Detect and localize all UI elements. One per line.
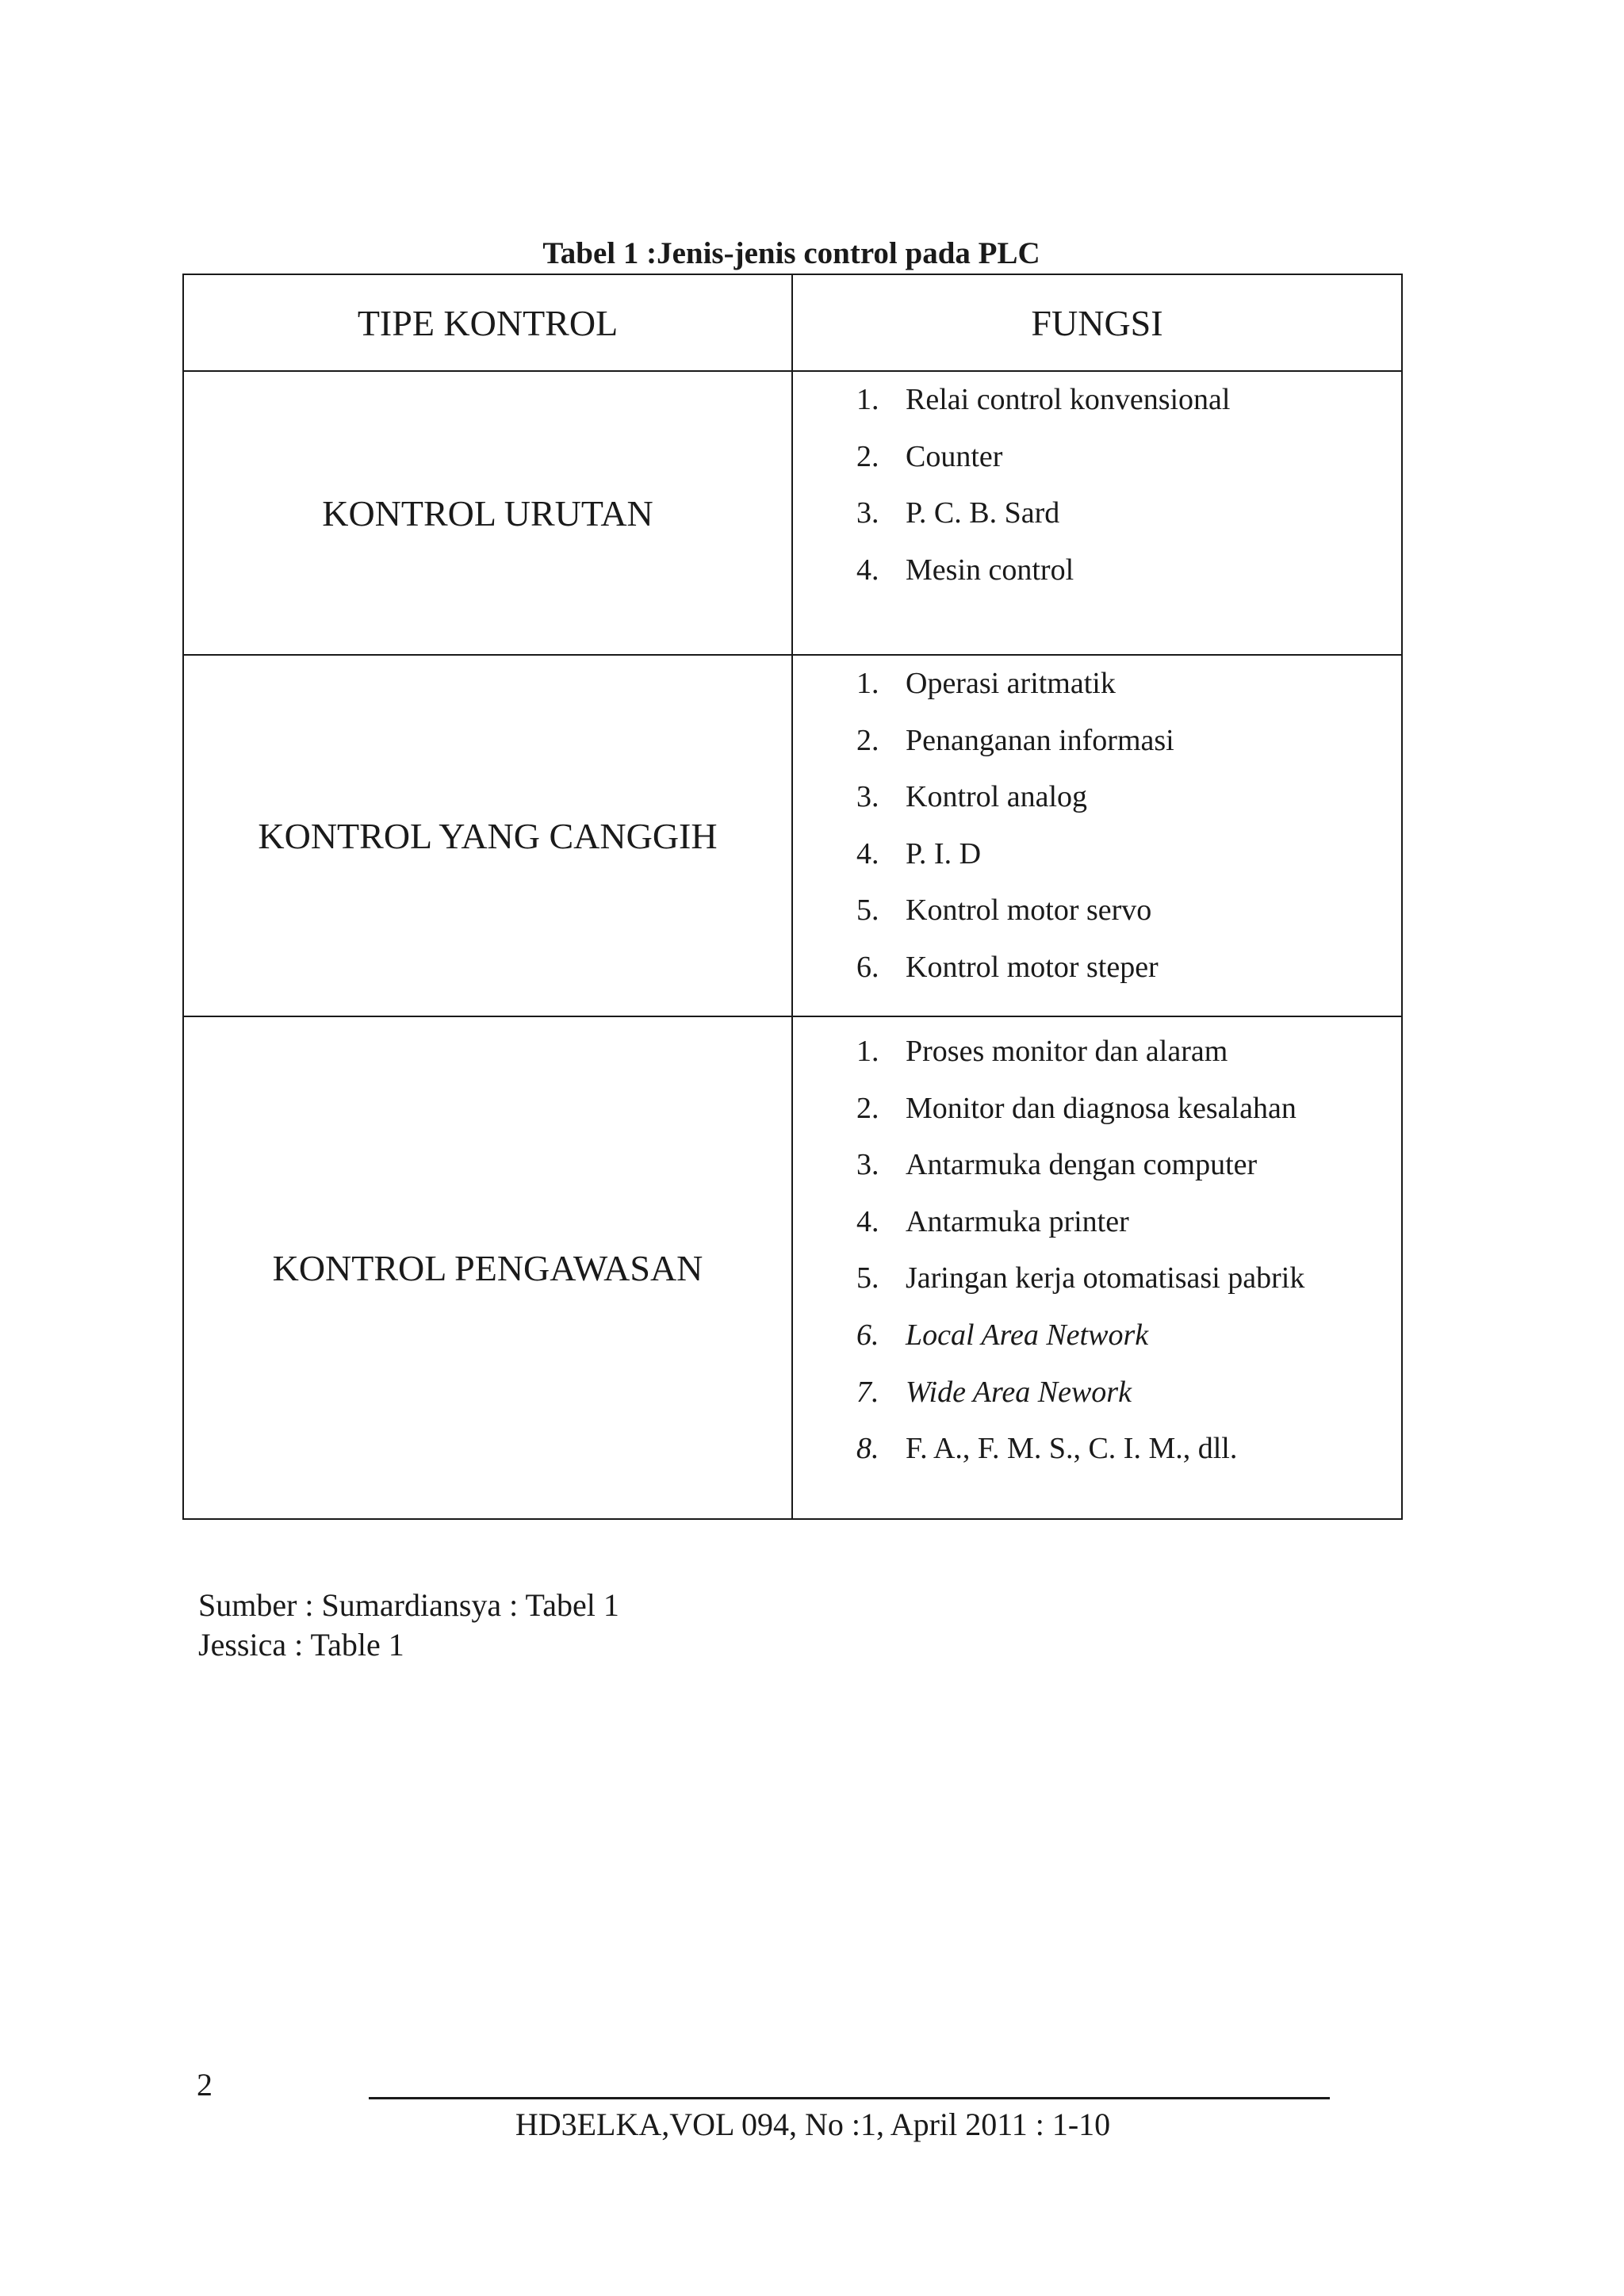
item-text: Local Area Network	[906, 1318, 1149, 1352]
item-number: 7.	[856, 1375, 879, 1409]
item-text: Penanganan informasi	[906, 723, 1174, 757]
table-row-kontrol-urutan	[183, 371, 1402, 655]
journal-footer: HD3ELKA,VOL 094, No :1, April 2011 : 1-10	[515, 2107, 1111, 2142]
item-text: Mesin control	[906, 553, 1074, 587]
function-item	[856, 656, 1401, 713]
item-number: 5.	[856, 1261, 879, 1295]
function-item	[856, 1081, 1401, 1138]
item-text: Proses monitor dan alaram	[906, 1035, 1228, 1068]
page-number: 2	[197, 2067, 213, 2103]
item-number: 3.	[856, 1148, 879, 1182]
item-number: 1.	[856, 383, 879, 416]
item-number: 2.	[856, 1091, 879, 1125]
footer-divider	[369, 2097, 1330, 2099]
item-number: 2.	[856, 723, 879, 757]
function-cell	[792, 371, 1402, 655]
function-cell	[792, 655, 1402, 1016]
item-number: 4.	[856, 553, 879, 587]
table-caption: Tabel 1 :Jenis-jenis control pada PLC	[542, 236, 1040, 270]
function-item	[856, 429, 1401, 486]
item-number: 4.	[856, 836, 879, 871]
function-item	[856, 1137, 1401, 1194]
control-type-cell: KONTROL YANG CANGGIH	[183, 655, 792, 1016]
item-text: Counter	[906, 439, 1003, 473]
item-number: 8.	[856, 1432, 879, 1466]
function-item	[856, 1024, 1401, 1081]
function-item	[856, 485, 1401, 542]
header-fungsi: FUNGSI	[792, 274, 1402, 371]
function-item	[856, 769, 1401, 826]
item-number: 5.	[856, 894, 879, 928]
item-number: 2.	[856, 439, 879, 473]
function-item	[856, 1307, 1401, 1364]
source-line: Sumber : Sumardiansya : Tabel 1	[198, 1587, 619, 1623]
item-number: 1.	[856, 667, 879, 700]
control-type-cell: KONTROL URUTAN	[183, 371, 792, 655]
item-text: Kontrol motor steper	[906, 950, 1159, 984]
source-line: Jessica : Table 1	[198, 1627, 404, 1663]
function-item	[856, 1194, 1401, 1251]
item-number: 3.	[856, 780, 879, 814]
function-list	[793, 656, 1401, 997]
control-type-cell: KONTROL PENGAWASAN	[183, 1016, 792, 1519]
function-list	[793, 1024, 1401, 1478]
table-row-kontrol-yang-canggih	[183, 655, 1402, 1016]
table-header-row	[183, 274, 1402, 371]
item-text: Antarmuka printer	[906, 1204, 1129, 1238]
item-text: P. C. B. Sard	[906, 496, 1060, 530]
item-number: 3.	[856, 496, 879, 530]
item-text: Monitor dan diagnosa kesalahan	[906, 1091, 1297, 1125]
header-tipe-kontrol: TIPE KONTROL	[183, 274, 792, 371]
item-text: Kontrol motor servo	[906, 894, 1152, 928]
function-item	[856, 882, 1401, 939]
function-cell	[792, 1016, 1402, 1519]
item-number: 4.	[856, 1204, 879, 1238]
item-text: Jaringan kerja otomatisasi pabrik	[906, 1261, 1305, 1295]
function-list	[793, 372, 1401, 599]
plc-control-table	[182, 274, 1403, 1520]
function-item	[856, 372, 1401, 429]
item-text: Antarmuka dengan computer	[906, 1148, 1258, 1182]
function-item	[856, 713, 1401, 770]
item-number: 6.	[856, 950, 879, 984]
item-number: 1.	[856, 1035, 879, 1068]
item-text: F. A., F. M. S., C. I. M., dll.	[906, 1432, 1238, 1466]
function-item	[856, 1250, 1401, 1307]
item-text: P. I. D	[906, 836, 982, 871]
function-item	[856, 939, 1401, 997]
item-text: Kontrol analog	[906, 780, 1088, 814]
item-text: Wide Area Nework	[906, 1375, 1132, 1409]
item-number: 6.	[856, 1318, 879, 1352]
function-item	[856, 542, 1401, 599]
function-item	[856, 826, 1401, 883]
table-row-kontrol-pengawasan	[183, 1016, 1402, 1519]
item-text: Operasi aritmatik	[906, 667, 1116, 700]
function-item	[856, 1421, 1401, 1478]
source-note	[198, 1586, 619, 1665]
function-item	[856, 1364, 1401, 1422]
item-text: Relai control konvensional	[906, 383, 1231, 416]
